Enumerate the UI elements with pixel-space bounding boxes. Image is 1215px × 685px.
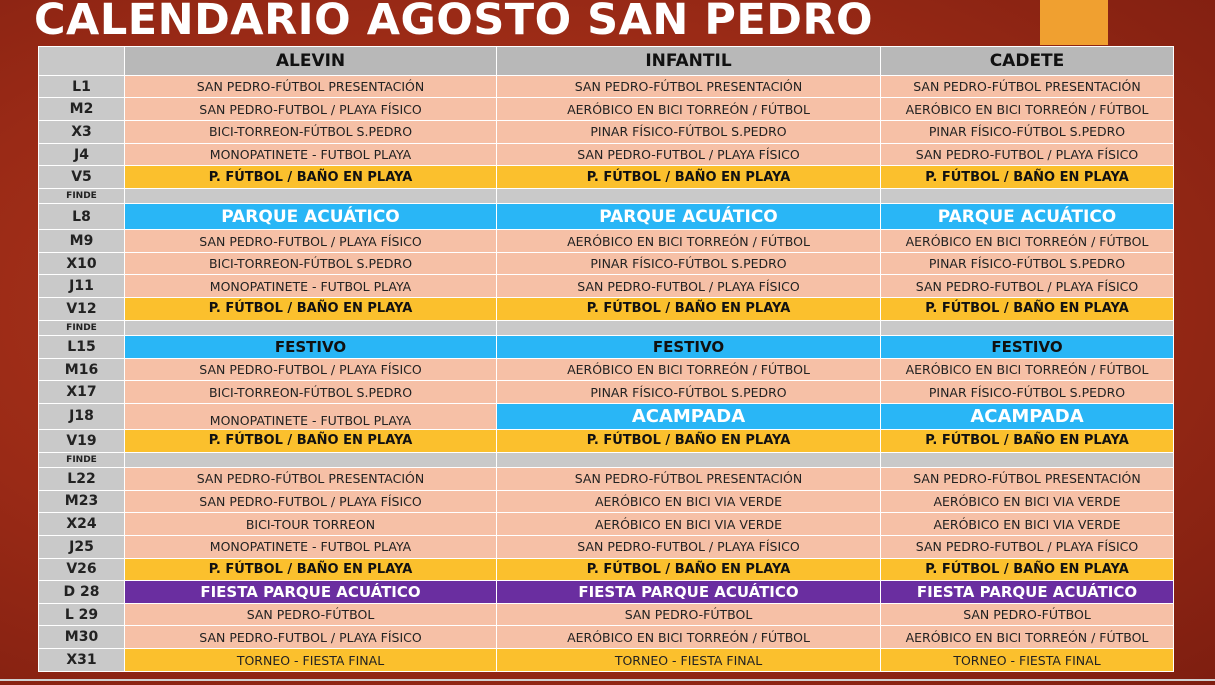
schedule-table — [38, 46, 1174, 672]
activity-cell: FESTIVO — [497, 336, 881, 359]
table-row — [39, 535, 1174, 558]
activity-cell: AERÓBICO EN BICI TORREÓN / FÚTBOL — [497, 358, 881, 381]
weekend-row — [39, 320, 1174, 335]
weekend-cell — [497, 189, 881, 204]
activity-cell: P. FÚTBOL / BAÑO EN PLAYA — [881, 429, 1174, 452]
activity-cell: FIESTA PARQUE ACUÁTICO — [125, 581, 497, 604]
day-label: FINDE — [39, 189, 125, 204]
table-row — [39, 429, 1174, 452]
day-label: FINDE — [39, 320, 125, 335]
weekend-cell — [497, 320, 881, 335]
activity-cell: AERÓBICO EN BICI TORREÓN / FÚTBOL — [881, 230, 1174, 253]
day-label: M23 — [39, 490, 125, 513]
activity-cell: PARQUE ACUÁTICO — [497, 204, 881, 230]
table-row — [39, 513, 1174, 536]
day-label: M16 — [39, 358, 125, 381]
activity-cell: SAN PEDRO-FUTBOL / PLAYA FÍSICO — [881, 143, 1174, 166]
activity-cell: TORNEO - FIESTA FINAL — [881, 649, 1174, 672]
activity-cell: AERÓBICO EN BICI TORREÓN / FÚTBOL — [881, 358, 1174, 381]
table-row — [39, 467, 1174, 490]
activity-cell: AERÓBICO EN BICI TORREÓN / FÚTBOL — [497, 230, 881, 253]
table-row — [39, 75, 1174, 98]
header-row — [39, 47, 1174, 76]
activity-cell: SAN PEDRO-FUTBOL / PLAYA FÍSICO — [497, 535, 881, 558]
activity-cell: P. FÚTBOL / BAÑO EN PLAYA — [125, 298, 497, 321]
header-infantil: INFANTIL — [497, 47, 881, 76]
day-label: V12 — [39, 298, 125, 321]
day-label: J25 — [39, 535, 125, 558]
day-label: FINDE — [39, 452, 125, 467]
activity-cell: P. FÚTBOL / BAÑO EN PLAYA — [125, 558, 497, 581]
activity-cell: SAN PEDRO-FUTBOL / PLAYA FÍSICO — [125, 98, 497, 121]
activity-cell: SAN PEDRO-FÚTBOL PRESENTACIÓN — [497, 467, 881, 490]
table-row — [39, 121, 1174, 144]
header-cadete: CADETE — [881, 47, 1174, 76]
activity-cell: MONOPATINETE - FUTBOL PLAYA — [125, 404, 497, 430]
activity-cell: BICI-TORREON-FÚTBOL S.PEDRO — [125, 121, 497, 144]
activity-cell: SAN PEDRO-FÚTBOL — [125, 603, 497, 626]
day-label: M9 — [39, 230, 125, 253]
weekend-cell — [881, 452, 1174, 467]
weekend-row — [39, 189, 1174, 204]
activity-cell: FESTIVO — [881, 336, 1174, 359]
activity-cell: SAN PEDRO-FUTBOL / PLAYA FÍSICO — [125, 626, 497, 649]
weekend-cell — [125, 189, 497, 204]
activity-cell: SAN PEDRO-FUTBOL / PLAYA FÍSICO — [497, 275, 881, 298]
table-row — [39, 381, 1174, 404]
table-row — [39, 166, 1174, 189]
day-label: V19 — [39, 429, 125, 452]
day-label: L15 — [39, 336, 125, 359]
activity-cell: P. FÚTBOL / BAÑO EN PLAYA — [881, 298, 1174, 321]
header-alevin: ALEVIN — [125, 47, 497, 76]
day-label: J18 — [39, 404, 125, 430]
activity-cell: PARQUE ACUÁTICO — [125, 204, 497, 230]
day-label: X10 — [39, 252, 125, 275]
accent-block — [1040, 0, 1108, 45]
table-row — [39, 581, 1174, 604]
table-row — [39, 204, 1174, 230]
activity-cell: SAN PEDRO-FÚTBOL PRESENTACIÓN — [125, 75, 497, 98]
activity-cell: PINAR FÍSICO-FÚTBOL S.PEDRO — [497, 252, 881, 275]
activity-cell: FIESTA PARQUE ACUÁTICO — [497, 581, 881, 604]
day-label: X31 — [39, 649, 125, 672]
day-label: L1 — [39, 75, 125, 98]
activity-cell: PINAR FÍSICO-FÚTBOL S.PEDRO — [881, 252, 1174, 275]
day-label: J4 — [39, 143, 125, 166]
day-label: V26 — [39, 558, 125, 581]
activity-cell: SAN PEDRO-FÚTBOL — [497, 603, 881, 626]
table-row — [39, 98, 1174, 121]
table-row — [39, 275, 1174, 298]
activity-cell: SAN PEDRO-FUTBOL / PLAYA FÍSICO — [881, 275, 1174, 298]
activity-cell: SAN PEDRO-FUTBOL / PLAYA FÍSICO — [497, 143, 881, 166]
activity-cell: PARQUE ACUÁTICO — [881, 204, 1174, 230]
activity-cell: P. FÚTBOL / BAÑO EN PLAYA — [497, 166, 881, 189]
activity-cell: TORNEO - FIESTA FINAL — [125, 649, 497, 672]
activity-cell: BICI-TOUR TORREON — [125, 513, 497, 536]
activity-cell: PINAR FÍSICO-FÚTBOL S.PEDRO — [497, 381, 881, 404]
activity-cell: P. FÚTBOL / BAÑO EN PLAYA — [125, 166, 497, 189]
day-label: X24 — [39, 513, 125, 536]
activity-cell: SAN PEDRO-FUTBOL / PLAYA FÍSICO — [881, 535, 1174, 558]
activity-cell: P. FÚTBOL / BAÑO EN PLAYA — [881, 558, 1174, 581]
day-label: X3 — [39, 121, 125, 144]
activity-cell: ACAMPADA — [881, 404, 1174, 430]
activity-cell: SAN PEDRO-FÚTBOL PRESENTACIÓN — [881, 75, 1174, 98]
table-row — [39, 649, 1174, 672]
activity-cell: SAN PEDRO-FÚTBOL PRESENTACIÓN — [497, 75, 881, 98]
activity-cell: PINAR FÍSICO-FÚTBOL S.PEDRO — [881, 121, 1174, 144]
activity-cell: SAN PEDRO-FÚTBOL — [881, 603, 1174, 626]
day-label: D 28 — [39, 581, 125, 604]
table-row — [39, 558, 1174, 581]
activity-cell: AERÓBICO EN BICI VIA VERDE — [881, 513, 1174, 536]
activity-cell: AERÓBICO EN BICI TORREÓN / FÚTBOL — [497, 98, 881, 121]
activity-cell: SAN PEDRO-FUTBOL / PLAYA FÍSICO — [125, 230, 497, 253]
day-label: L8 — [39, 204, 125, 230]
activity-cell: P. FÚTBOL / BAÑO EN PLAYA — [881, 166, 1174, 189]
page-title: CALENDARIO AGOSTO SAN PEDRO — [34, 0, 874, 45]
activity-cell: MONOPATINETE - FUTBOL PLAYA — [125, 535, 497, 558]
table-row — [39, 252, 1174, 275]
activity-cell: FESTIVO — [125, 336, 497, 359]
table-row — [39, 358, 1174, 381]
activity-cell: MONOPATINETE - FUTBOL PLAYA — [125, 275, 497, 298]
day-label: V5 — [39, 166, 125, 189]
activity-cell: FIESTA PARQUE ACUÁTICO — [881, 581, 1174, 604]
activity-cell: P. FÚTBOL / BAÑO EN PLAYA — [497, 429, 881, 452]
weekend-cell — [125, 452, 497, 467]
day-label: L 29 — [39, 603, 125, 626]
day-label: J11 — [39, 275, 125, 298]
table-row — [39, 490, 1174, 513]
weekend-row — [39, 452, 1174, 467]
activity-cell: BICI-TORREON-FÚTBOL S.PEDRO — [125, 252, 497, 275]
table-row — [39, 626, 1174, 649]
table-row — [39, 404, 1174, 430]
day-label: X17 — [39, 381, 125, 404]
activity-cell: SAN PEDRO-FUTBOL / PLAYA FÍSICO — [125, 490, 497, 513]
activity-cell: SAN PEDRO-FUTBOL / PLAYA FÍSICO — [125, 358, 497, 381]
weekend-cell — [881, 320, 1174, 335]
activity-cell: AERÓBICO EN BICI TORREÓN / FÚTBOL — [497, 626, 881, 649]
table-row — [39, 603, 1174, 626]
weekend-cell — [497, 452, 881, 467]
activity-cell: AERÓBICO EN BICI VIA VERDE — [881, 490, 1174, 513]
activity-cell: PINAR FÍSICO-FÚTBOL S.PEDRO — [497, 121, 881, 144]
weekend-cell — [881, 189, 1174, 204]
activity-cell: SAN PEDRO-FÚTBOL PRESENTACIÓN — [125, 467, 497, 490]
activity-cell: ACAMPADA — [497, 404, 881, 430]
activity-cell: P. FÚTBOL / BAÑO EN PLAYA — [497, 558, 881, 581]
day-label: M30 — [39, 626, 125, 649]
activity-cell: AERÓBICO EN BICI TORREÓN / FÚTBOL — [881, 626, 1174, 649]
activity-cell: SAN PEDRO-FÚTBOL PRESENTACIÓN — [881, 467, 1174, 490]
table-row — [39, 143, 1174, 166]
day-label: M2 — [39, 98, 125, 121]
activity-cell: AERÓBICO EN BICI VIA VERDE — [497, 490, 881, 513]
day-label: L22 — [39, 467, 125, 490]
table-row — [39, 230, 1174, 253]
activity-cell: BICI-TORREON-FÚTBOL S.PEDRO — [125, 381, 497, 404]
activity-cell: P. FÚTBOL / BAÑO EN PLAYA — [497, 298, 881, 321]
activity-cell: MONOPATINETE - FUTBOL PLAYA — [125, 143, 497, 166]
activity-cell: TORNEO - FIESTA FINAL — [497, 649, 881, 672]
activity-cell: PINAR FÍSICO-FÚTBOL S.PEDRO — [881, 381, 1174, 404]
bottom-divider — [0, 679, 1215, 681]
table-row — [39, 336, 1174, 359]
activity-cell: AERÓBICO EN BICI TORREÓN / FÚTBOL — [881, 98, 1174, 121]
activity-cell: P. FÚTBOL / BAÑO EN PLAYA — [125, 429, 497, 452]
activity-cell: AERÓBICO EN BICI VIA VERDE — [497, 513, 881, 536]
weekend-cell — [125, 320, 497, 335]
corner-cell — [39, 47, 125, 76]
table-row — [39, 298, 1174, 321]
